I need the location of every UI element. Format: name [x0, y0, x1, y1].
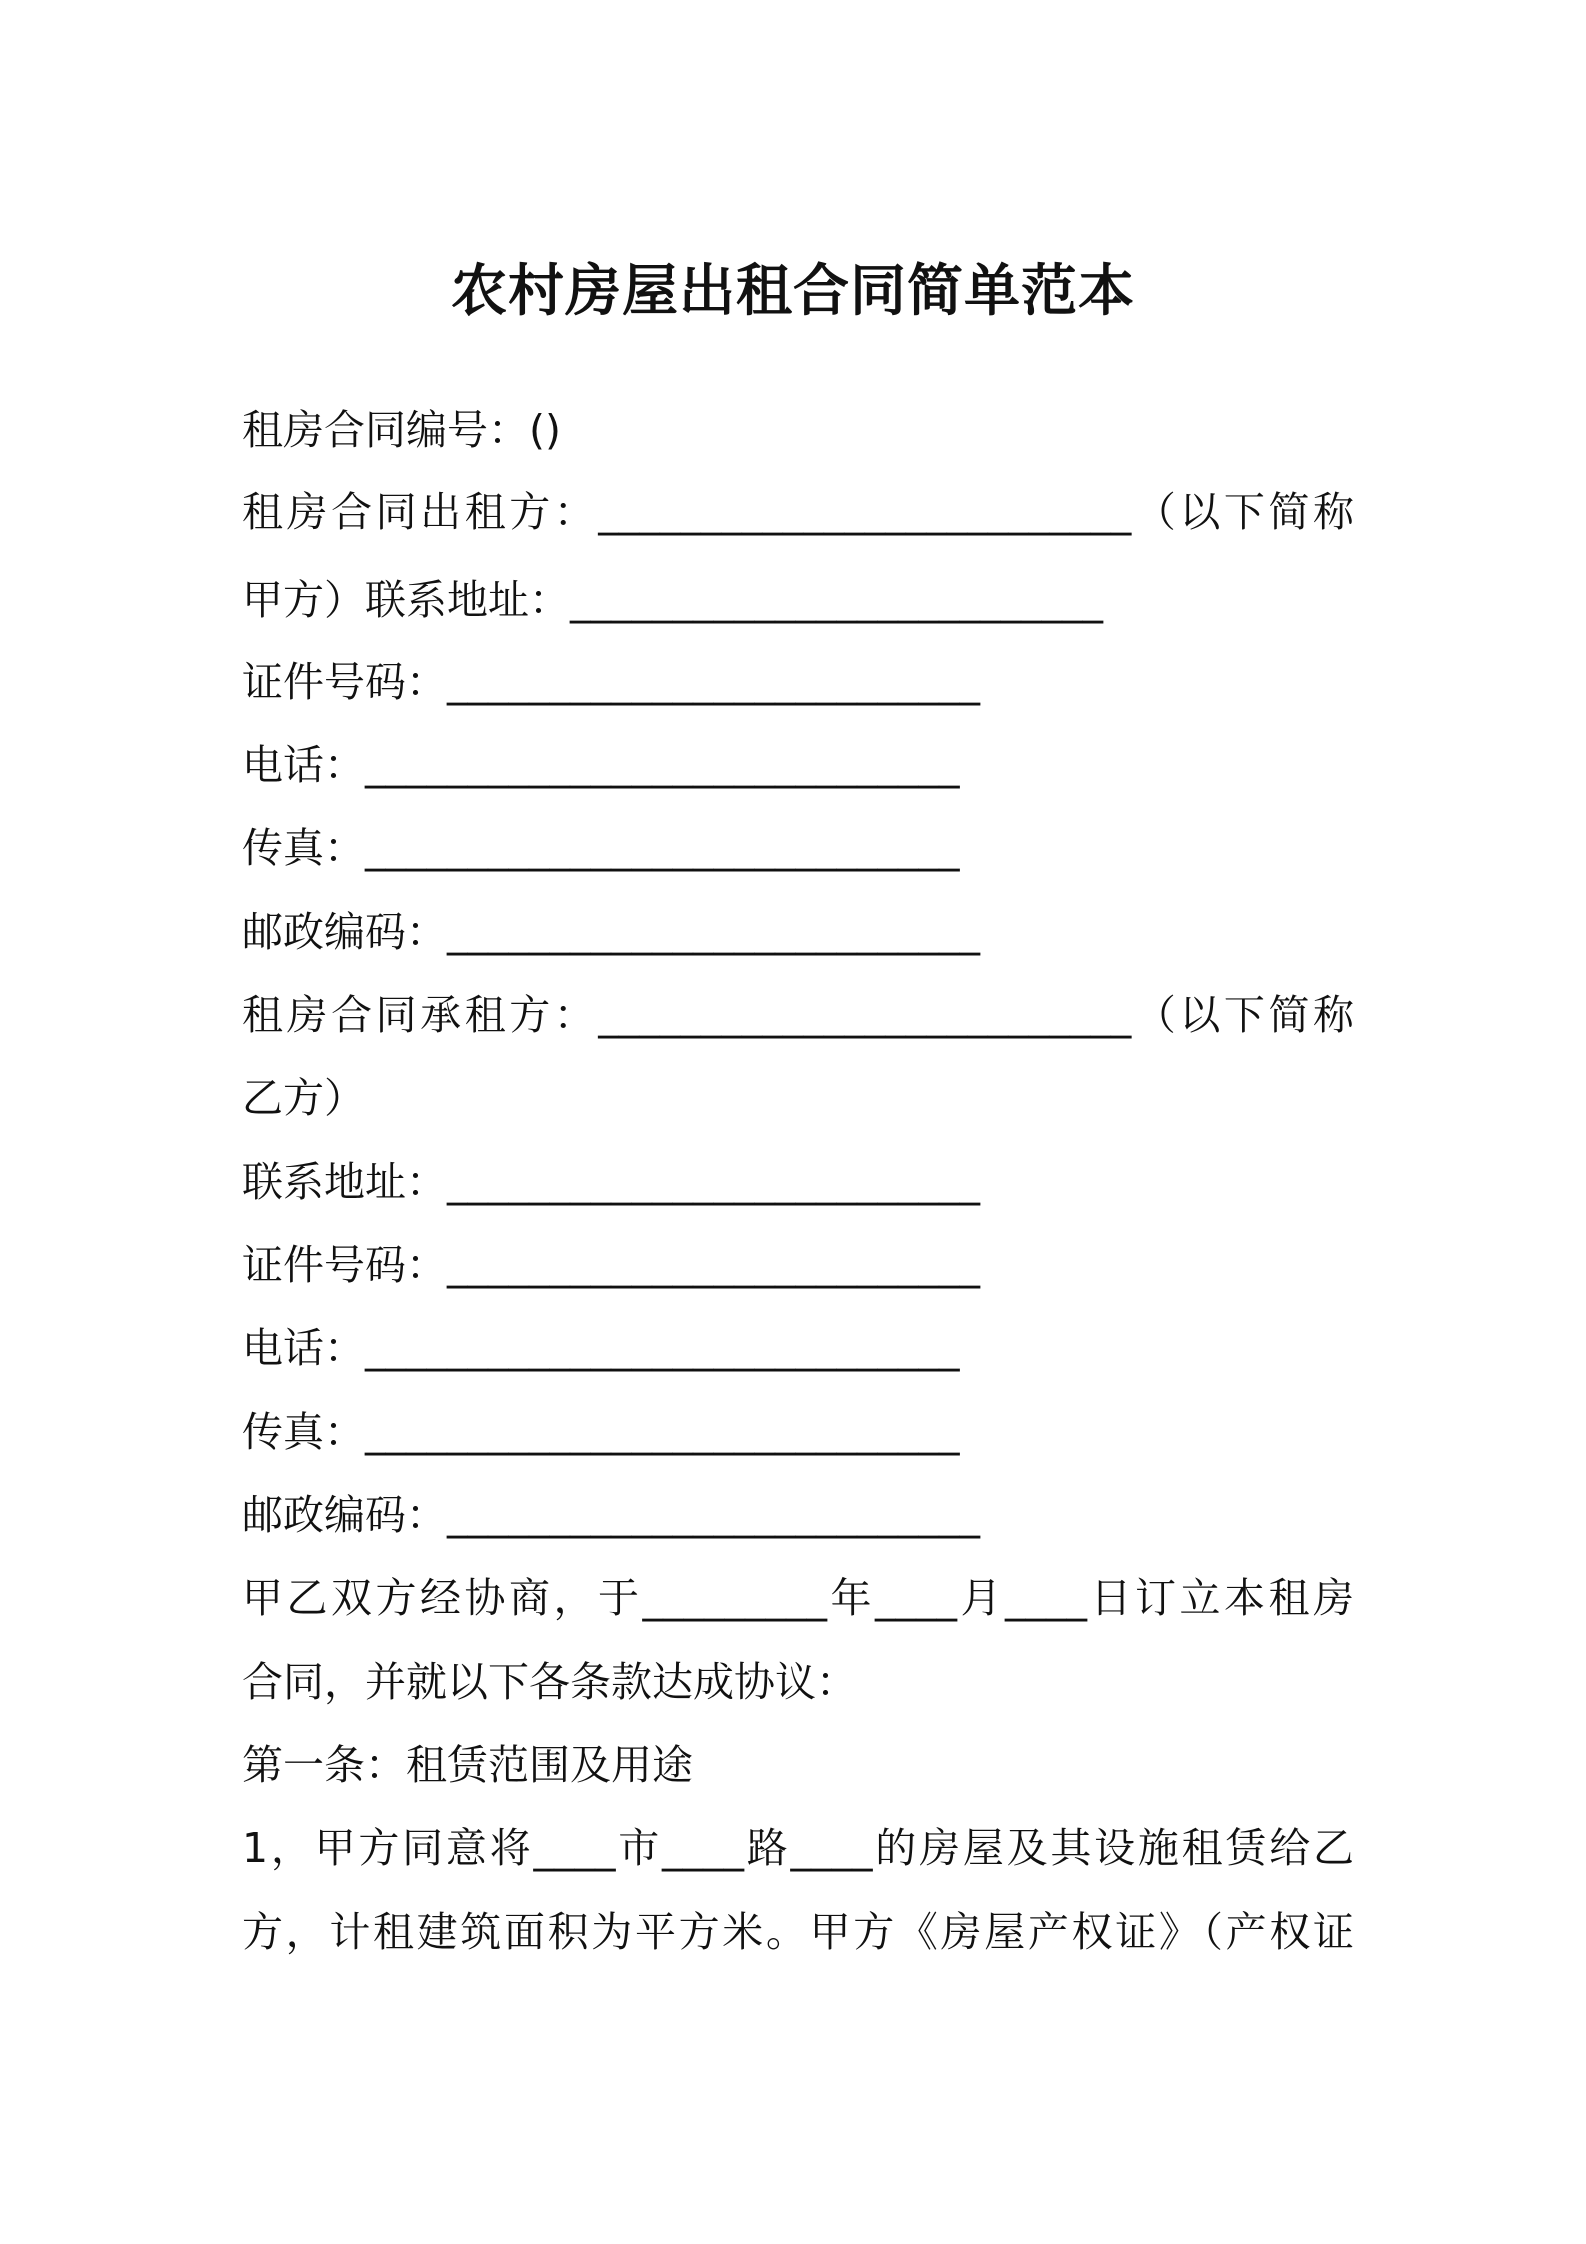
lessor-fax-line: 传真：_____________________________ — [242, 824, 960, 872]
lessee-address-line: 联系地址：__________________________ — [242, 1158, 980, 1206]
lessee-abbrev-line: 乙方） — [242, 1074, 365, 1122]
article-one-heading: 第一条：租赁范围及用途 — [242, 1741, 693, 1789]
agreement-date-line: 甲乙双方经协商，于_________年____月____日订立本租房 — [242, 1574, 1354, 1622]
lessee-line: 租房合同承租方：__________________________（以下简称 — [242, 991, 1354, 1039]
lessee-phone-line: 电话：_____________________________ — [242, 1324, 960, 1372]
lessor-postcode-line: 邮政编码：__________________________ — [242, 908, 980, 956]
document-title: 农村房屋出租合同简单范本 — [451, 259, 1135, 324]
article-one-clause-1: 1，甲方同意将____市____路____的房屋及其设施租赁给乙 — [242, 1824, 1354, 1872]
lessee-id-line: 证件号码：__________________________ — [242, 1241, 980, 1289]
lessor-line: 租房合同出租方：__________________________（以下简称 — [242, 488, 1354, 536]
article-one-clause-1-cont: 方，计租建筑面积为平方米。甲方《房屋产权证》（产权证 — [242, 1908, 1354, 1956]
lessor-id-line: 证件号码：__________________________ — [242, 658, 980, 706]
lessee-fax-line: 传真：_____________________________ — [242, 1408, 960, 1456]
contract-number-line: 租房合同编号：() — [242, 406, 561, 454]
agreement-intro-line: 合同，并就以下各条款达成协议： — [242, 1658, 857, 1706]
lessor-phone-line: 电话：_____________________________ — [242, 741, 960, 789]
lessor-address-line: 甲方）联系地址：__________________________ — [242, 576, 1103, 624]
lessee-postcode-line: 邮政编码：__________________________ — [242, 1491, 980, 1539]
